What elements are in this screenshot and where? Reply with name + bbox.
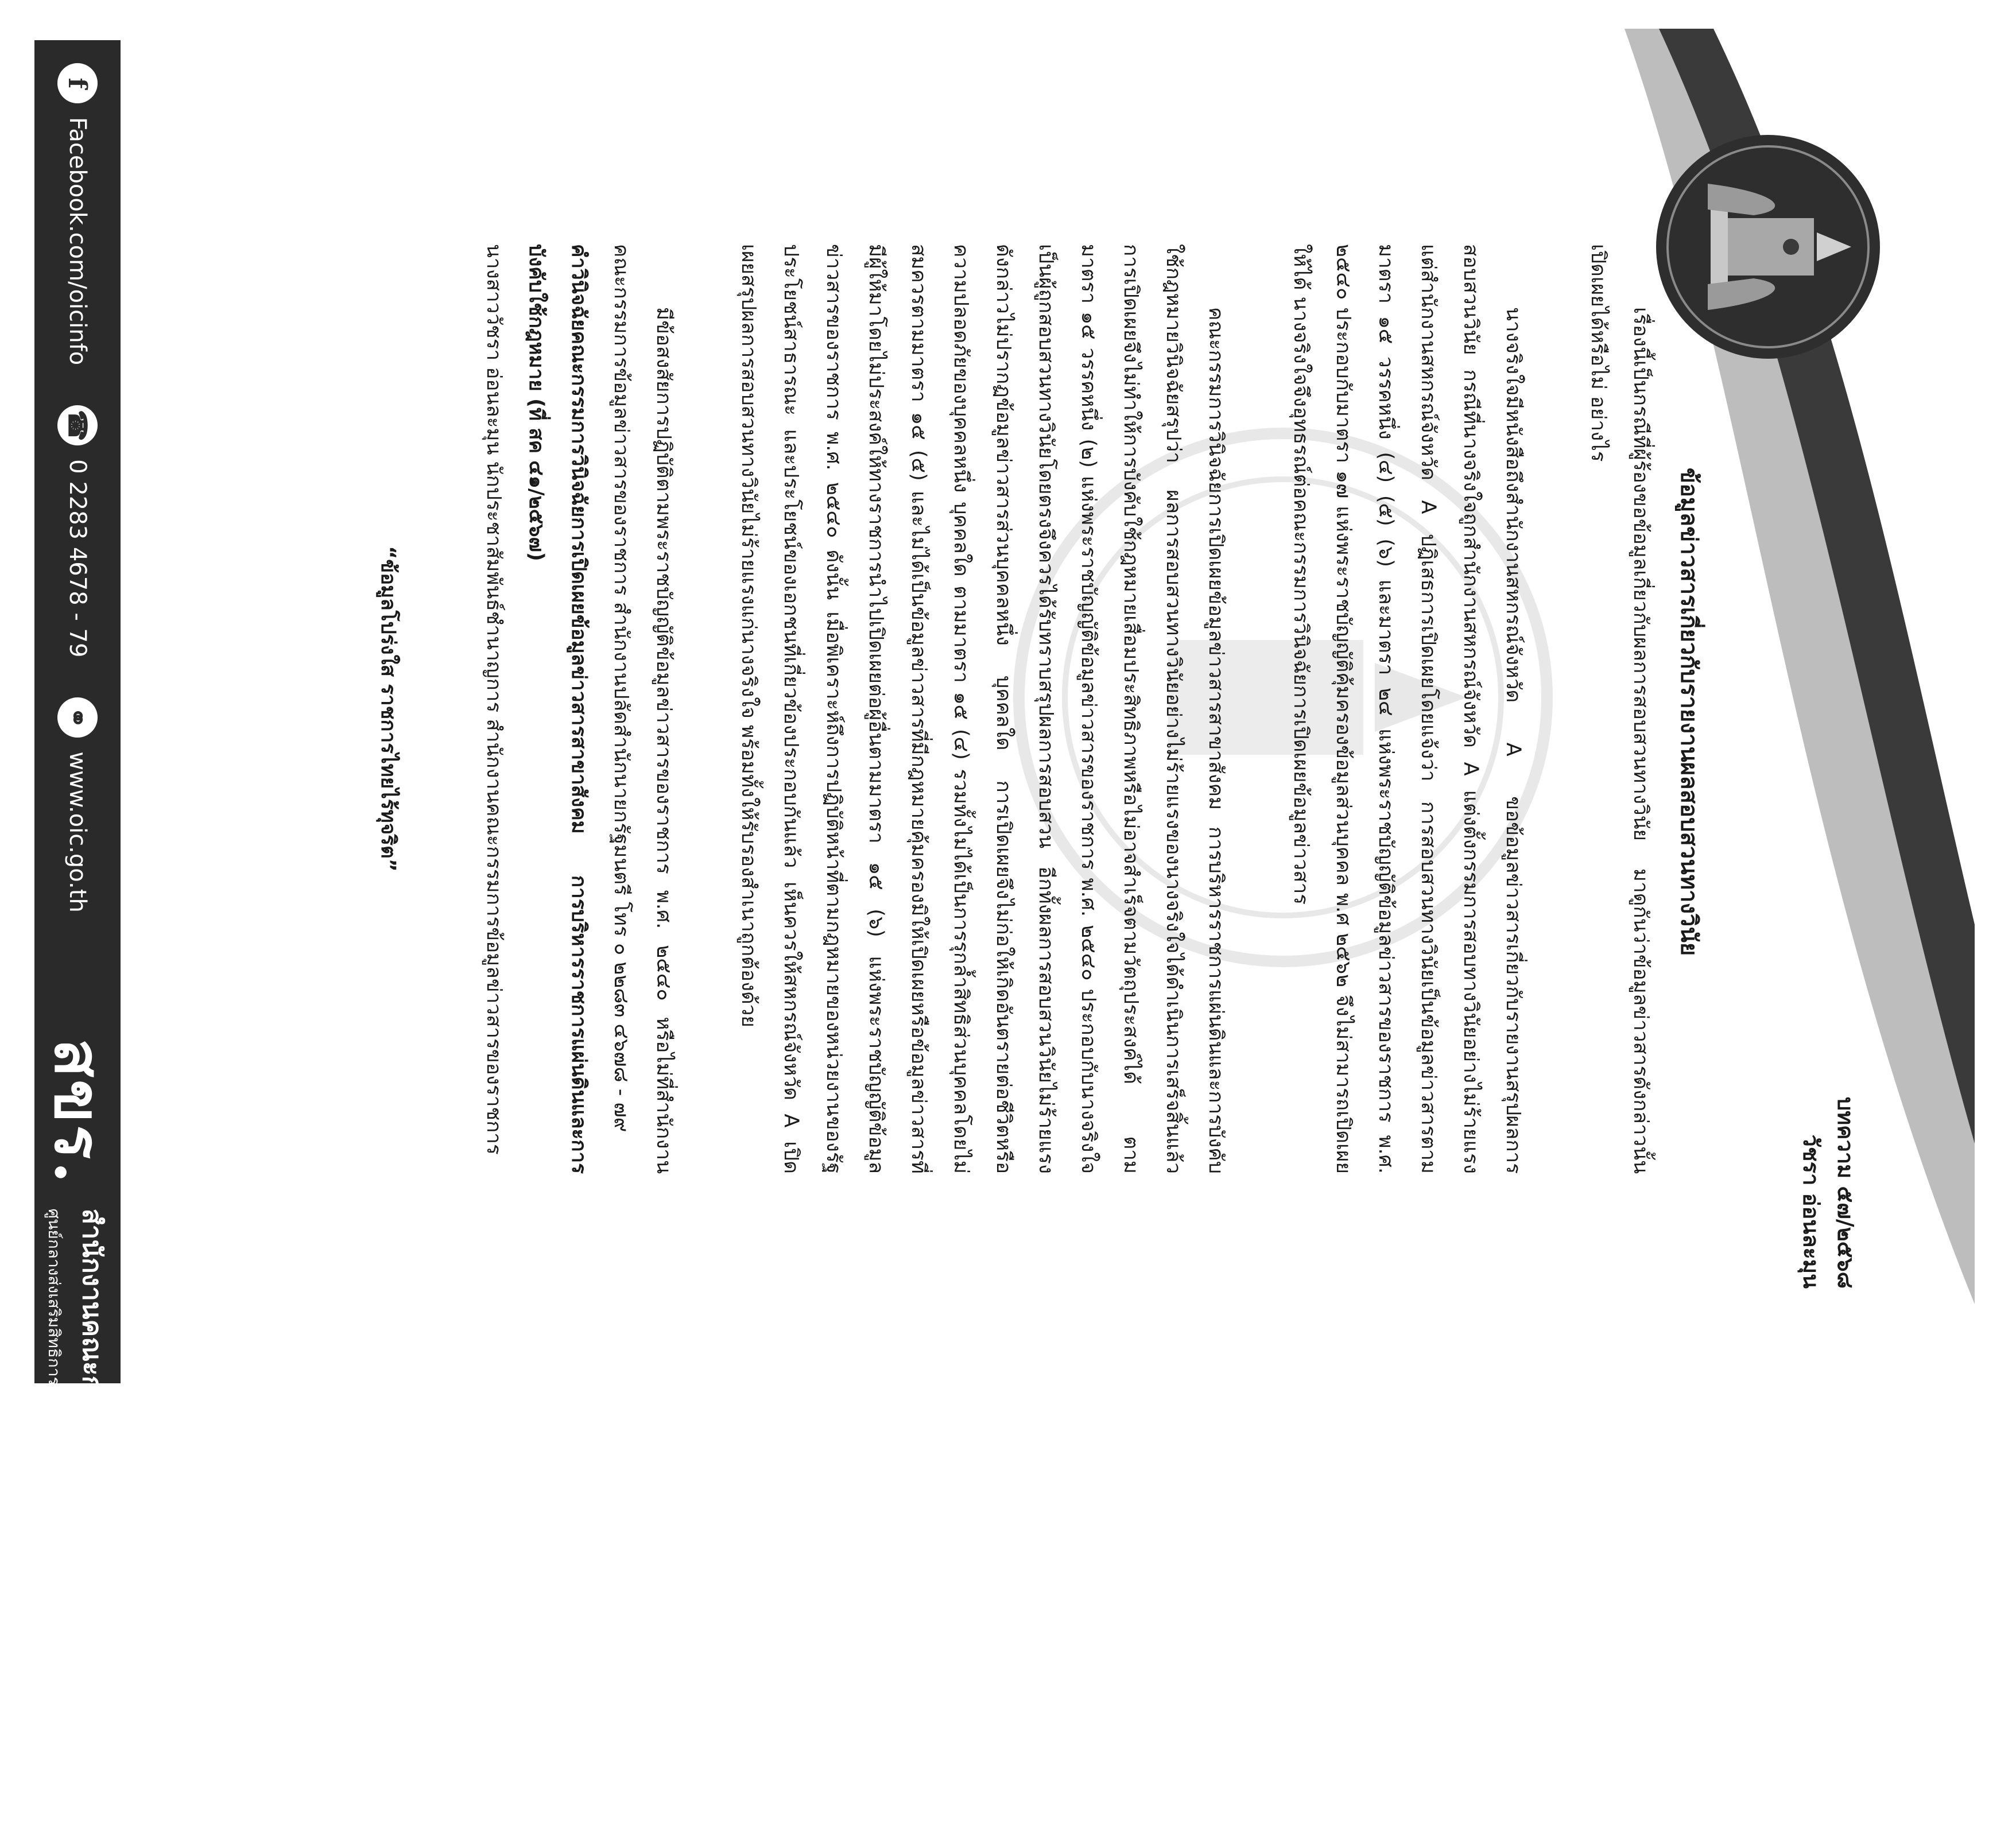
closing-slogan: “ข้อมูลโปร่งใส ราชการไทยไร้ทุจริต” bbox=[377, 546, 400, 872]
author-credit: นางสาววัชรา อ่อนละมุน นักประชาสัมพันธ์ชำนาญการ สำนักงานคณะกรรมการข้อมูลข่าวสารของราชการ bbox=[482, 244, 505, 1155]
facebook-icon[interactable]: f bbox=[57, 63, 98, 103]
globe-icon: ⚭ bbox=[57, 697, 98, 738]
phone-icon: ☎ bbox=[57, 405, 98, 445]
ruling-paragraph: คณะกรรมการวินิจฉัยการเปิดเผยข้อมูลข่าวสารสาขาสังคม การบริหารราชการแผ่นดินและการบังคับใช้กฎหมายวินิจฉัยสรุปว่า ผลการสอบสวนทางวินัยอย่างไม่ร้ายแรงของนางจริงใจได้ดำเนินการเสร็จสิ้นแล้ว การเปิดเผยจึงไม่ทำให้การบังคับใช้กฎหมายเสื่อมประสิทธิภาพหรือไม่อาจสำเร็จตามวัตถุประสงค์ได้ ตามมาตรา ๑๕ วรรคหนึ่ง (๒) แห่งพระราชบัญญัติข้อมูลข่าวสารของราชการ พ.ศ. ๒๕๔๐ ประกอบกับนางจริงใจเป็นผู้ถูกสอบสวนทางวินัยโดยตรงจึงควรได้รับทราบสรุปผลการสอบสวน อีกทั้งผลการสอบสวนวินัยไม่ร้ายแรงดังกล่าวไม่ปรากฏข้อมูลข่าวสารส่วนบุคคลหนึ่ง บุคคลใด การเปิดเผยจึงไม่ก่อให้เกิดอันตรายต่อชีวิตหรือความปลอดภัยของบุคคลหนึ่ง บุคคลใด ตามมาตรา ๑๕ (๔) รวมทั้งไม่ได้เป็นการรุกล้ำสิทธิส่วนบุคคลโดยไม่สมควรตามมาตรา ๑๕ (๕) และไม่ได้เป็นข้อมูลข่าวสารที่มีกฎหมายคุ้มครองมิให้เปิดเผยหรือข้อมูลข่าวสารที่มีผู้ให้มาโดยไม่ประสงค์ให้ทางราชการนำไปเปิดเผยต่อผู้อื่นตามมาตรา ๑๕ (๖) แห่งพระราชบัญญัติข้อมูลข่าวสารของราชการ พ.ศ. ๒๕๔๐ ดังนั้น เมื่อพิเคราะห์ถึงการปฏิบัติหน้าที่ตามกฎหมายของหน่วยงานของรัฐประโยชน์สาธารณะ และประโยชน์ของเอกชนที่เกี่ยวข้องประกอบกันแล้ว เห็นควรให้สหกรณ์จังหวัด A เปิดเผยสรุปผลการสอบสวนทางวินัยไม่ร้ายแรงแก่นางจริงใจ พร้อมทั้งให้รับรองสำเนาถูกต้องด้วย bbox=[737, 244, 1227, 1174]
organization-name: สำนักงานคณะกรรมการข้อมูลข่าวสารของราชการ bbox=[77, 1208, 108, 1782]
article-number: บทความ ๕๗/๒๕๖๘ bbox=[1833, 1096, 1858, 1289]
website-link[interactable]: www.oic.go.th bbox=[64, 751, 91, 913]
case-paragraph: นางจริงใจมีหนังสือถึงสำนักงานสหกรณ์จังหวัด A ขอข้อมูลข่าวสารเกี่ยวกับรายงานสรุปผลการสอบสวนวินัย กรณีที่นางจริงใจถูกสำนักงานสหกรณ์จังหวัด A แต่งตั้งกรรมการสอบทางวินัยอย่างไม่ร้ายแรง แต่สำนักงานสหกรณ์จังหวัด A ปฏิเสธการเปิดเผยโดยแจ้งว่า การสอบสวนทางวินัยเป็นข้อมูลข่าวสารตามมาตรา ๑๕ วรรคหนึ่ง (๔) (๕) (๖) และมาตรา ๒๔ แห่งพระราชบัญญัติข้อมูลข่าวสารของราชการ พ.ศ. ๒๕๔๐ ประกอบกับมาตรา ๑๗ แห่งพระราชบัญญัติคุ้มครองข้อมูลส่วนบุคคล พ.ศ ๒๕๖๒ จึงไม่สามารถเปิดเผยให้ได้ นางจริงใจจึงอุทธรณ์ต่อคณะกรรมการวินิจฉัยการเปิดเผยข้อมูลข่าวสาร bbox=[1289, 244, 1525, 1174]
document-title: ข้อมูลข่าวสารเกี่ยวกับรายงานผลสอบสวนทางวินัย bbox=[1676, 467, 1702, 956]
reference-paragraph: คำวินิจฉัยคณะกรรมการวินิจฉัยการเปิดเผยข้อมูลข่าวสารสาขาสังคม การบริหารราชการแผ่นดินและการบังคับใช้กฎหมาย (ที่ สค ๔๑/๒๕๖๗) bbox=[525, 244, 590, 1174]
oic-logo-text: สขร. bbox=[41, 1038, 115, 1186]
document-page bbox=[377, 123, 1891, 1300]
organization-sidebar bbox=[34, 40, 121, 1831]
organization-tagline: ศูนย์กลางส่งเสริมสิทธิการรู้ของประชาชน ผู้เดินหน้าการพัฒนาระบบข้อมูลข่าวสารแห่งชาติ bbox=[45, 1208, 64, 1831]
contact-paragraph: มีข้อสงสัยการปฏิบัติตามพระราชบัญญัติข้อมูลข่าวสารของราชการ พ.ศ. ๒๕๔๐ หรือไม่ที่สำนักงานคณะกรรมการข้อมูลข่าวสารของราชการ สำนักงานปลัดสำนักนายกรัฐมนตรี โทร ๐ ๒๒๘๓ ๔๖๗๘ - ๗๙ bbox=[610, 244, 675, 1174]
phone-number: 0 2283 4678 - 79 bbox=[64, 459, 91, 658]
intro-paragraph: เรื่องนี้เป็นกรณีที่ผู้ร้องขอข้อมูลเกี่ยวกับผลการสอบสวนทางวินัย มาดูกันว่าข้อมูลข่าวสารดังกล่าวนั้นเปิดเผยได้หรือไม่ อย่างไร bbox=[1587, 244, 1652, 1174]
document-body bbox=[367, 244, 1662, 1174]
author-header: วัชรา อ่อนละมุน bbox=[1798, 1134, 1824, 1289]
facebook-link[interactable]: Facebook.com/oicinfo bbox=[64, 117, 91, 366]
